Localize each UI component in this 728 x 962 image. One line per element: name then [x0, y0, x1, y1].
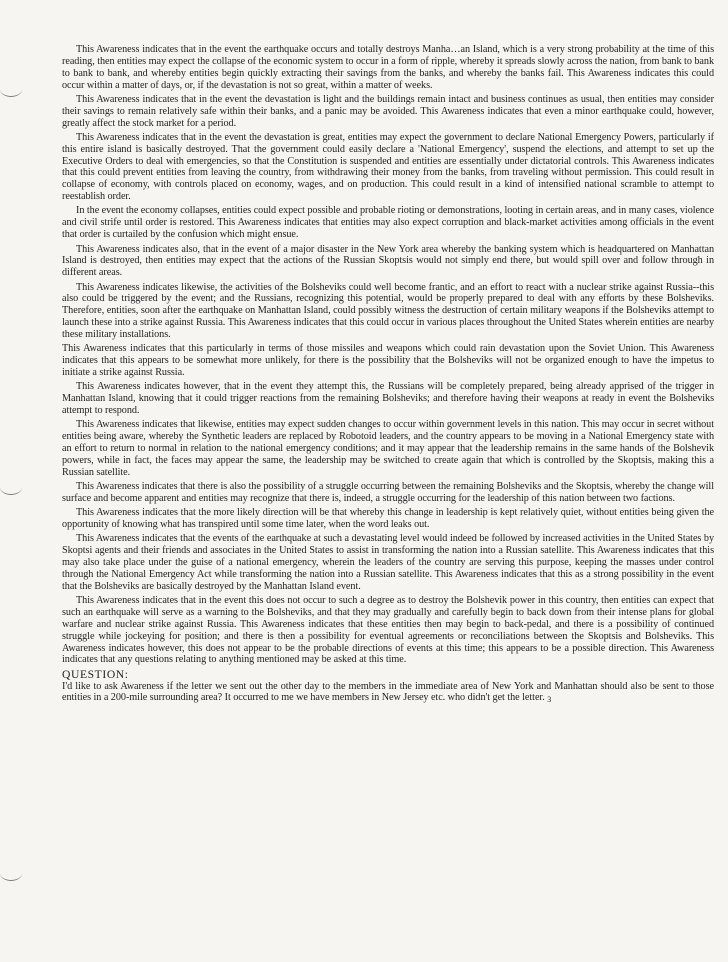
- paragraph-2: This Awareness indicates that in the event the devastation is light and the buildings remain intact and business continues as usual, then entities may consider their savings to remain relatively safe within their banks, and a panic may be avoided. This Awareness indicates that even a minor earthquake could, however, greatly affect the stock market for a period.: [62, 93, 714, 129]
- page-number: 3: [547, 695, 552, 705]
- paragraph-9: This Awareness indicates that likewise, entities may expect sudden changes to occur within government levels in this nation. This may occur in secret without entities being aware, whereby the Synthetic leaders are replaced by Robotoid leaders, and the country appears to be moving in a National Emergency state with an effort to return to normal in relation to the national emergency conditions; and it may appear that the leadership remains in the same hands of the Bolshevik powers, while in fact, the faces may appear the same, the leadership may be switched to create again that which is controlled by the Skoptsis, making this a Russian satellite.: [62, 419, 714, 478]
- paragraph-12: This Awareness indicates that the events of the earthquake at such a devastating level would indeed be followed by increased activities in the United States by Skoptsi agents and their friends and associates in the United States to assist in transforming the nation into a Russian satellite. This Awareness indicates that this may also take place under the guise of a national emergency, wherein the leaders of the country are serving this purpose, keeping the masses under control through the National Emergency Act while transforming the nation into a Russian satellite. This Awareness indicates that this as a strong possibility in the event that the Bolsheviks are basically destroyed by the Manhattan Island event.: [62, 533, 714, 592]
- paragraph-7: This Awareness indicates that this particularly in terms of those missiles and weapons which could rain devastation upon the Soviet Union. This Awareness indicates that this appears to be somewhat more unlikely, for there is the possibility that the Bolsheviks will not be organized enough to have the impetus to initiate a strike against Russia.: [62, 343, 714, 378]
- paragraph-5: This Awareness indicates also, that in the event of a major disaster in the New York area whereby the banking system which is headquartered on Manhattan Island is destroyed, then entities may expect that the actions of the Russian Skoptsis would not simply end there, but would spill over and follow through in different areas.: [62, 243, 714, 279]
- question-heading: QUESTION:: [62, 667, 129, 681]
- paragraph-11: This Awareness indicates that the more likely direction will be that whereby this change in leadership is kept relatively quiet, without entities being given the opportunity of knowing what has transpired until some time later, when the word leaks out.: [62, 507, 714, 531]
- binder-hole-mark: [0, 866, 22, 881]
- paragraph-6: This Awareness indicates likewise, the activities of the Bolsheviks could well become frantic, and an effort to react with a nuclear strike against Russia--this also could be triggered by the event; and the Russians, recognizing this potential, would be properly prepared to deal with any efforts by these Bolsheviks. Therefore, entities, soon after the earthquake on Manhattan Island, could possibly witness the destruction of certain military weapons if the Bolsheviks attempt to launch these into a strike against Russia. This Awareness indicates that this could occur in various places throughout the United States wherein entities are nearby these military installations.: [62, 281, 714, 340]
- paragraph-13: This Awareness indicates that in the event this does not occur to such a degree as to destroy the Bolshevik power in this country, then entities can expect that such an earthquake will serve as a warning to the Bolsheviks, and that they may gradually and carefully begin to back down from their intense plans for global warfare and nuclear strike against Russia. This Awareness indicates that these entities then may begin to back-pedal, and there is a possibility of continued struggle while jockeying for position; and there is then a possibility for eventual agreements or reconciliations between the Skoptsis and Bolsheviks. This Awareness indicates however, this does not appear to be the probable directions of events at this time; this appears to be a possible direction. This Awareness indicates that any questions relating to anything mentioned may be asked at this time.: [62, 595, 714, 666]
- question-body: I'd like to ask Awareness if the letter we sent out the other day to the members in the immediate area of New York and Manhattan should also be sent to those entities in a 200-mile surrounding area? It occurred to me we have members in New Jersey etc. who didn't get the letter.: [62, 680, 714, 704]
- paragraph-8: This Awareness indicates however, that in the event they attempt this, the Russians will be completely prepared, being already apprised of the trigger in Manhattan Island, knowing that it could trigger reactions from the remaining Bolsheviks; and therefore having their weapons at ready in event the Bolsheviks attempt to respond.: [62, 381, 714, 416]
- paragraph-4: In the event the economy collapses, entities could expect possible and probable rioting or demonstrations, looting in certain areas, and in many cases, violence and civil strife until order is restored. This Awareness indicates that entities may also expect corruption and black-market activities among officials in the event that order is curtailed by the confusion which might ensue.: [62, 205, 714, 241]
- paragraph-10: This Awareness indicates that there is also the possibility of a struggle occurring between the remaining Bolsheviks and the Skoptsis, whereby the change will surface and become apparent and entities may recognize that there is, indeed, a struggle occurring for the leadership of this nation between two factions.: [62, 481, 714, 504]
- paragraph-3: This Awareness indicates that in the event the devastation is great, entities may expect the government to declare National Emergency Powers, particularly if this entire island is basically destroyed. That the government could easily declare a 'National Emergency', suspend the elections, and attempt to set up the Executive Orders to deal with emergencies, so that the Constitution is suspended and entities are essentially under dictatorial controls. This Awareness indicates that this could prevent entities from leaving the country, from withdrawing their money from the banks, from traveling without permission. This could result in collapse of economy, with controls placed on economy, wages, and on production. This could result in a kind of intensified national scramble to attempt to reestablish order.: [62, 131, 714, 203]
- question-text: [62, 681, 714, 707]
- binder-hole-mark: [0, 82, 22, 97]
- document-page: [62, 44, 714, 709]
- paragraph-1: This Awareness indicates that in the event the earthquake occurs and totally destroys Manha…an Island, which is a very strong probability at the time of this reading, then entities may expect the collapse of the economic system to occur in a form of ripple, whereby it spreads slowly across the nation, from bank to bank to bank to bank, and whereby entities begin quickly extracting their savings from the banks, and whereby the banks fail. This Awareness indicates this could occur within a matter of days, or, if the devastation is not so great, within a matter of weeks.: [62, 44, 714, 91]
- binder-hole-mark: [0, 480, 22, 495]
